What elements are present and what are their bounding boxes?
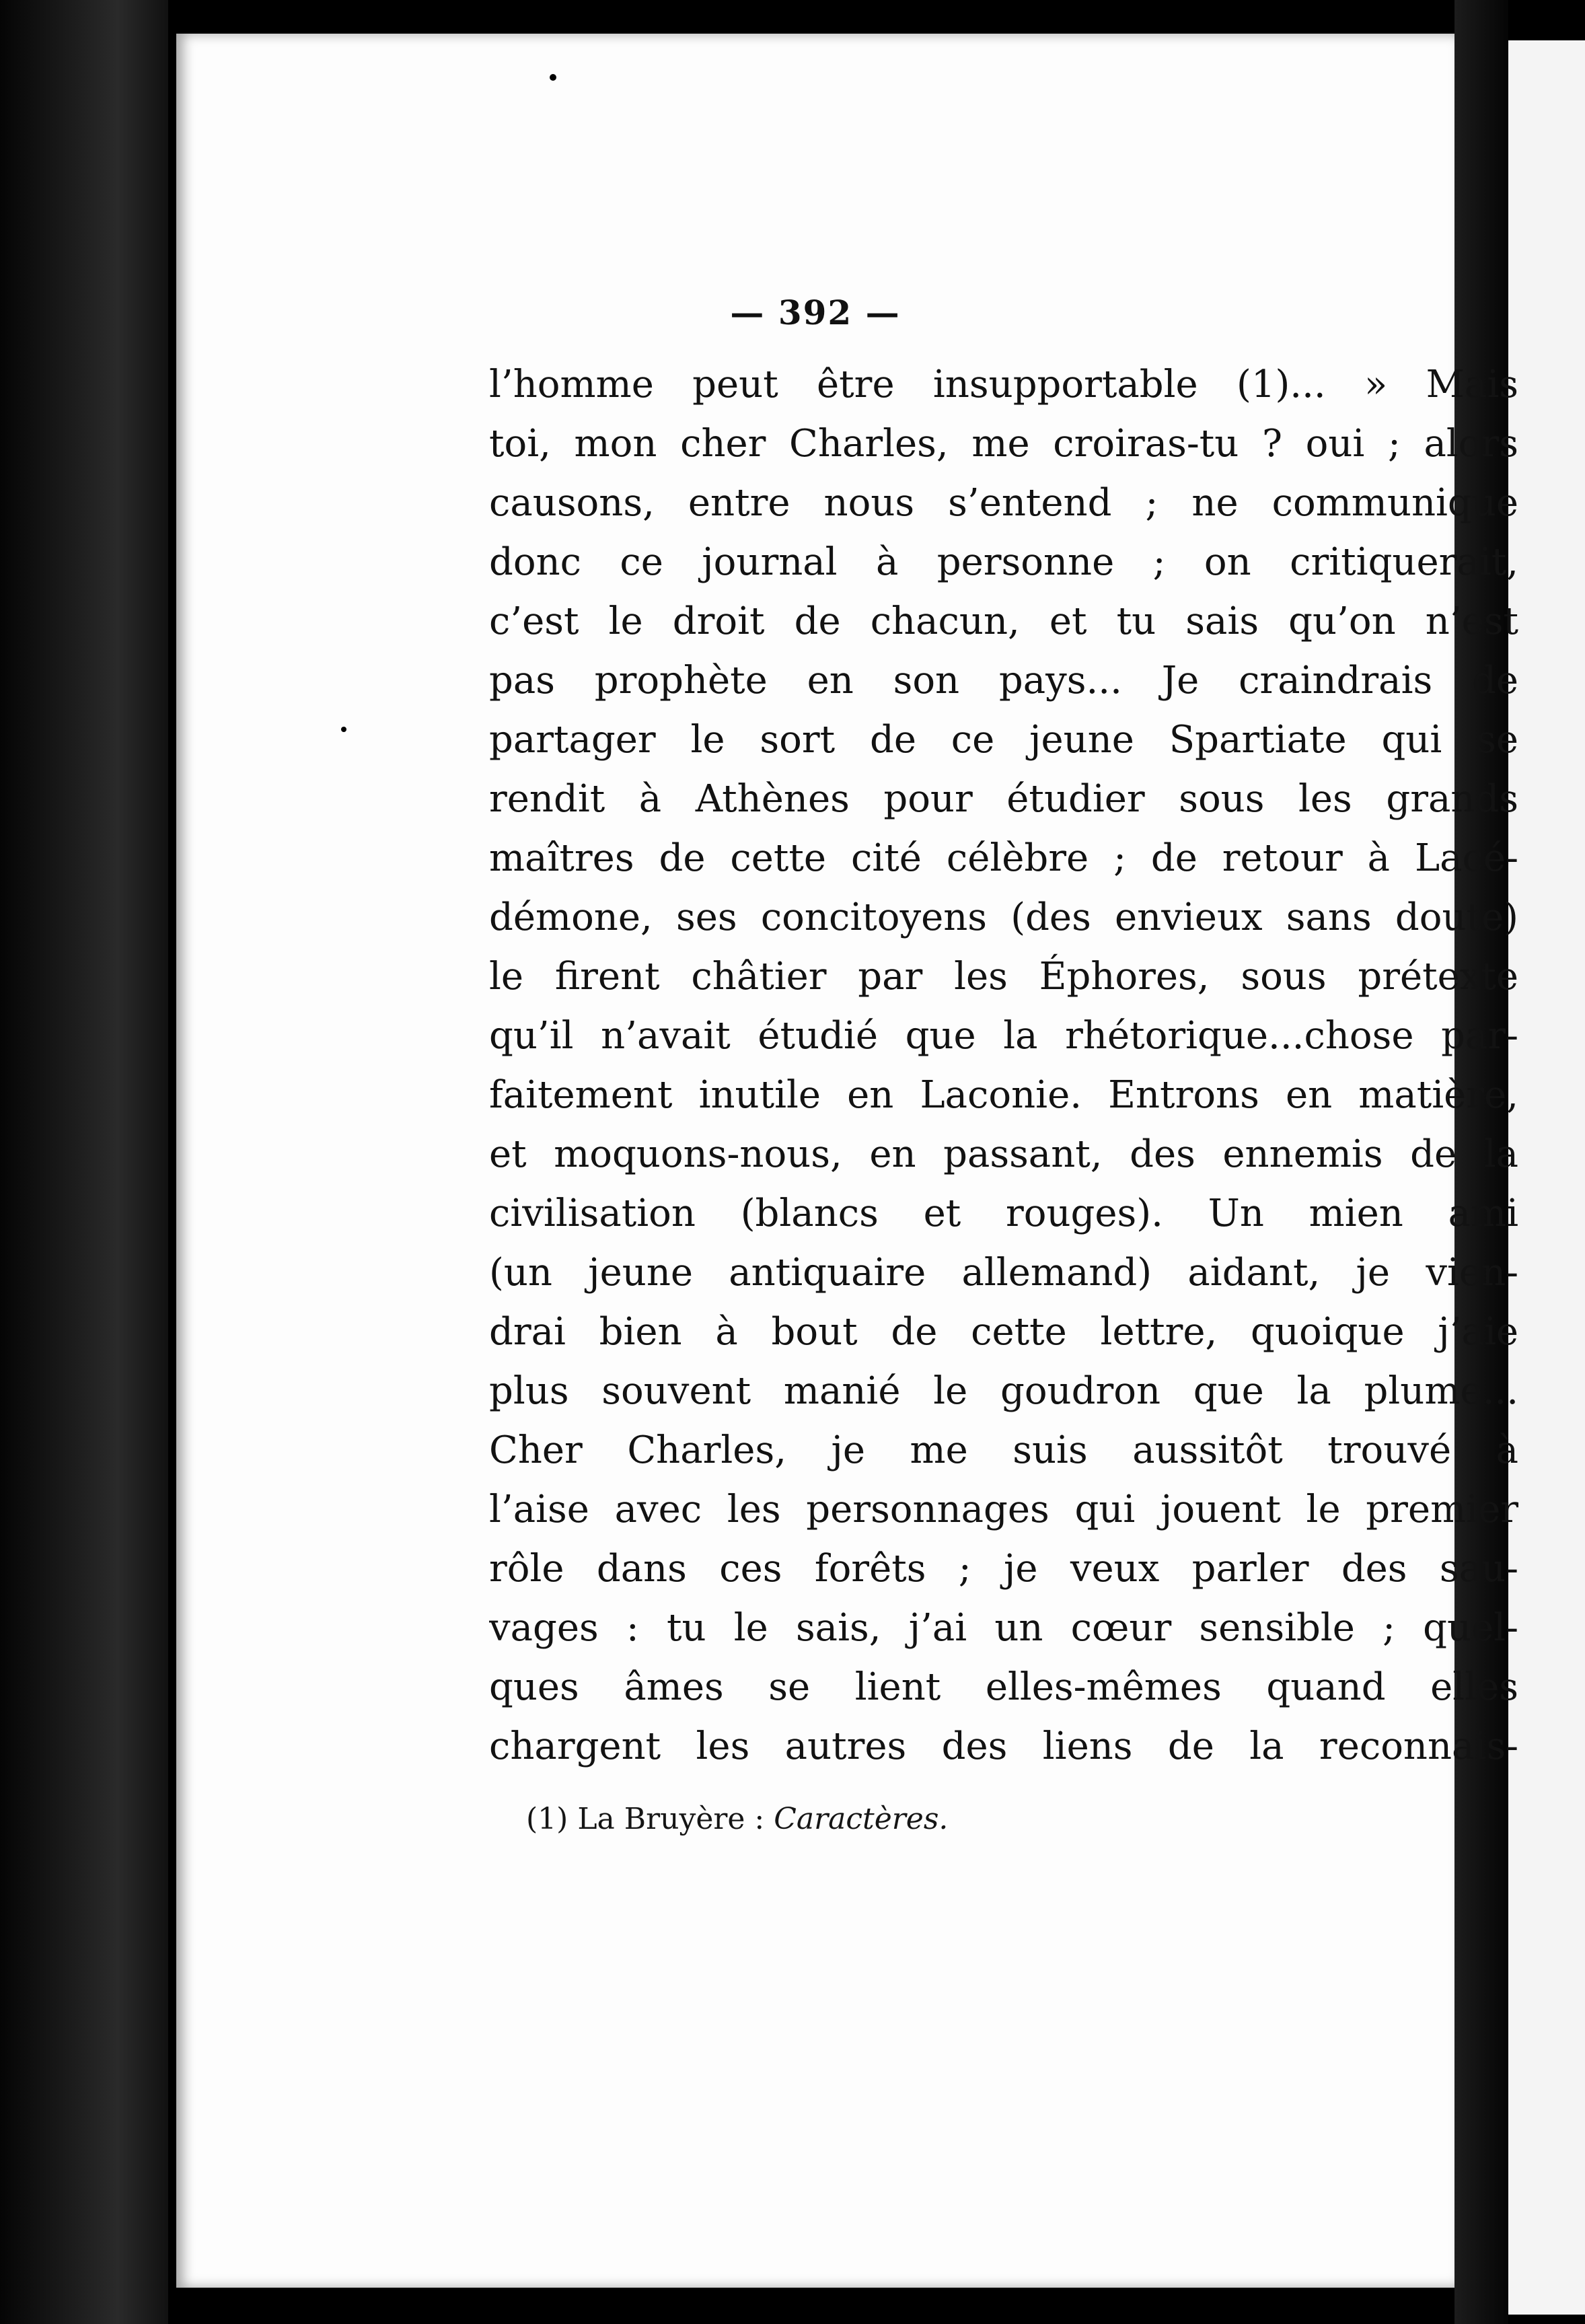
text-line: maîtres de cette cité célèbre ; de retour à Lacé-: [489, 836, 1518, 880]
text-line: et moquons-nous, en passant, des ennemis de la: [489, 1132, 1518, 1176]
scan-speck: [550, 74, 556, 81]
text-line: rendit à Athènes pour étudier sous les grands: [489, 777, 1518, 821]
footnote: [526, 1802, 948, 1836]
text-line: l’aise avec les personnages qui jouent le premier: [489, 1488, 1518, 1531]
text-line: pas prophète en son pays... Je craindrais de: [489, 659, 1518, 702]
text-line: ques âmes se lient elles-mêmes quand elles: [489, 1665, 1518, 1709]
page-number: — 392 —: [730, 293, 901, 332]
text-line: toi, mon cher Charles, me croiras-tu ? oui ; alors: [489, 422, 1518, 466]
text-line: Cher Charles, je me suis aussitôt trouvé à: [489, 1428, 1518, 1472]
next-page-edge: [1508, 40, 1585, 2315]
book-spine-shadow: [0, 0, 168, 2324]
text-line: partager le sort de ce jeune Spartiate qui se: [489, 718, 1518, 762]
scan-speck: [341, 727, 346, 732]
text-line: chargent les autres des liens de la reconnais-: [489, 1724, 1518, 1768]
text-line: civilisation (blancs et rouges). Un mien ami: [489, 1192, 1518, 1235]
book-page: [176, 34, 1518, 2288]
text-line: (un jeune antiquaire allemand) aidant, je vien-: [489, 1251, 1518, 1295]
text-line: l’homme peut être insupportable (1)... » Mais: [489, 363, 1518, 406]
text-line: le firent châtier par les Éphores, sous prétexte: [489, 955, 1518, 998]
text-line: vages : tu le sais, j’ai un cœur sensible ; quel-: [489, 1606, 1518, 1650]
text-line: faitement inutile en Laconie. Entrons en matière,: [489, 1073, 1518, 1117]
footnote-marker: (1): [526, 1802, 568, 1836]
text-line: qu’il n’avait étudié que la rhétorique...chose par-: [489, 1014, 1518, 1058]
text-line: plus souvent manié le goudron que la plume...: [489, 1369, 1518, 1413]
footnote-title: Caractères.: [774, 1802, 949, 1836]
text-line: causons, entre nous s’entend ; ne communique: [489, 481, 1518, 525]
text-line: démone, ses concitoyens (des envieux sans doute): [489, 896, 1518, 939]
body-text: [489, 355, 1518, 1776]
text-line: rôle dans ces forêts ; je veux parler des sau-: [489, 1547, 1518, 1591]
text-line: drai bien à bout de cette lettre, quoique j’aie: [489, 1310, 1518, 1354]
text-line: donc ce journal à personne ; on critiquerait,: [489, 540, 1518, 584]
text-line: c’est le droit de chacun, et tu sais qu’on n’est: [489, 600, 1518, 643]
footnote-author: La Bruyère :: [577, 1802, 765, 1836]
